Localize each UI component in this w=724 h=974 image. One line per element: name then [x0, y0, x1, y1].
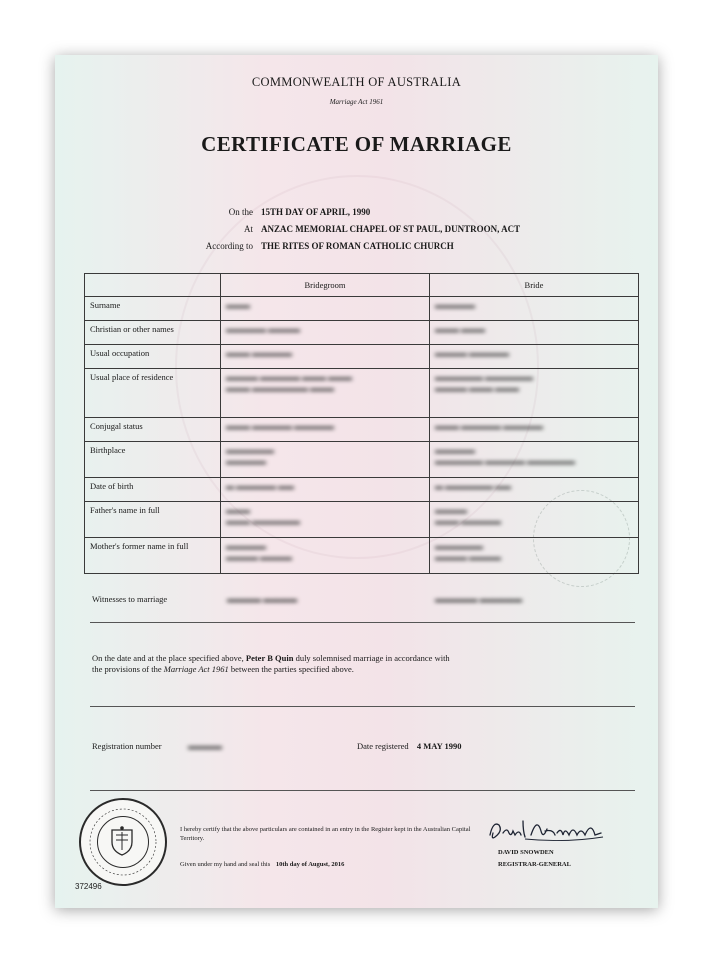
redacted-value: ▬▬▬ ▬▬▬ [435, 325, 485, 334]
witness-2-redacted: ▬▬▬▬▬ ▬▬▬▬▬ [435, 594, 523, 604]
groom-father [221, 502, 430, 538]
groom-christian-names [221, 321, 430, 345]
bride-conjugal-status [430, 418, 639, 442]
table-row [85, 297, 639, 321]
on-the-label: On the [228, 207, 253, 217]
certificate-sheet [55, 55, 658, 908]
date-registered-value: 4 MAY 1990 [416, 741, 462, 751]
redacted-value: ▬▬▬ ▬▬▬▬▬ ▬▬▬▬▬ [226, 422, 334, 431]
row-label-christian-names: Christian or other names [85, 321, 221, 345]
groom-residence [221, 369, 430, 418]
registrar-general-seal [79, 798, 167, 886]
document-title: CERTIFICATE OF MARRIAGE [201, 132, 512, 156]
registration-number-redacted: ▬▬▬▬ [188, 741, 222, 751]
row-label-residence: Usual place of residence [85, 369, 221, 418]
groom-surname [221, 297, 430, 321]
divider-line [90, 622, 635, 623]
redacted-value: ▬▬▬▬ ▬▬▬▬▬ [435, 349, 509, 358]
solemnisation-statement: On the date and at the place specified above, Peter B Quin duly solemnised marriage in accordance with the provisions of the Marriage Act 1961 between the parties specified above. [92, 653, 450, 674]
row-label-usual-occupation: Usual occupation [85, 345, 221, 369]
table-header-row [85, 274, 639, 297]
bride-date-of-birth [430, 478, 639, 502]
table-row [85, 418, 639, 442]
redacted-value: ▬▬▬▬▬ ▬▬▬▬ ▬▬▬▬ [226, 542, 292, 562]
particulars-table [84, 273, 639, 574]
table-row [85, 321, 639, 345]
row-label-birthplace: Birthplace [85, 442, 221, 478]
according-to-value: THE RITES OF ROMAN CATHOLIC CHURCH [261, 241, 454, 251]
on-the-value: 15TH DAY OF APRIL, 1990 [261, 207, 371, 217]
bride-occupation [430, 345, 639, 369]
witness-1-redacted: ▬▬▬▬ ▬▬▬▬ [227, 594, 298, 604]
at-label: At [244, 224, 253, 234]
bride-residence [430, 369, 639, 418]
row-label-date-of-birth: Date of birth [85, 478, 221, 502]
redacted-value: ▬▬▬ ▬▬▬▬▬ ▬▬▬▬▬ [435, 422, 543, 431]
groom-occupation [221, 345, 430, 369]
registrar-signature [485, 813, 625, 847]
bride-surname [430, 297, 639, 321]
redacted-value: ▬▬▬▬ ▬▬▬ ▬▬▬▬▬ [435, 506, 501, 526]
table-row [85, 478, 639, 502]
bride-mother [430, 538, 639, 574]
at-value: ANZAC MEMORIAL CHAPEL OF ST PAUL, DUNTROON, ACT [261, 224, 521, 234]
redacted-value: ▬▬▬ ▬▬▬ ▬▬▬▬▬▬ [226, 506, 300, 526]
table-row [85, 502, 639, 538]
groom-birthplace [221, 442, 430, 478]
registration-number-label: Registration number [92, 741, 162, 751]
redacted-value: ▬▬▬▬▬▬ ▬▬▬▬ ▬▬▬▬ [435, 542, 501, 562]
groom-date-of-birth [221, 478, 430, 502]
redacted-value: ▬▬▬▬▬ [435, 301, 475, 310]
table-row [85, 369, 639, 418]
redacted-value: ▬ ▬▬▬▬▬▬ ▬▬ [435, 482, 511, 491]
row-label-fathers-name: Father's name in full [85, 502, 221, 538]
row-label-surname: Surname [85, 297, 221, 321]
document-serial-number: 372496 [75, 882, 102, 891]
divider-line [90, 790, 635, 791]
bride-column-header: Bride [430, 274, 639, 297]
according-to-label: According to [205, 241, 253, 251]
divider-line [90, 706, 635, 707]
table-row [85, 538, 639, 574]
certification-text: I hereby certify that the above particulars are contained in an entry in the Register kept in the Australian Capital Territory. [180, 826, 471, 842]
redacted-value: ▬▬▬ [226, 301, 250, 310]
issuing-authority: COMMONWEALTH OF AUSTRALIA [251, 75, 462, 89]
bride-christian-names [430, 321, 639, 345]
act-reference: Marriage Act 1961 [329, 98, 384, 106]
date-registered [357, 741, 462, 752]
bride-birthplace [430, 442, 639, 478]
redacted-value: ▬▬▬▬▬▬ ▬▬▬▬▬▬ ▬▬▬▬ ▬▬▬ ▬▬▬ [435, 373, 533, 393]
row-label-conjugal-status: Conjugal status [85, 418, 221, 442]
redacted-value: ▬▬▬▬▬▬ ▬▬▬▬▬ [226, 446, 274, 466]
registrar-title: REGISTRAR-GENERAL [498, 861, 571, 868]
groom-conjugal-status [221, 418, 430, 442]
redacted-value: ▬ ▬▬▬▬▬ ▬▬ [226, 482, 294, 491]
registrar-name: DAVID SNOWDEN [498, 849, 554, 856]
bridegroom-column-header: Bridegroom [221, 274, 430, 297]
redacted-value: ▬▬▬ ▬▬▬▬▬ [226, 349, 292, 358]
redacted-value: ▬▬▬▬▬ ▬▬▬▬▬▬ ▬▬▬▬▬ ▬▬▬▬▬▬ [435, 446, 575, 466]
date-registered-label: Date registered [357, 741, 409, 751]
given-under-hand: Given under my hand and seal this 10th day of August, 2016 [180, 861, 345, 868]
table-row [85, 345, 639, 369]
redacted-value: ▬▬▬▬ ▬▬▬▬▬ ▬▬▬ ▬▬▬ ▬▬▬ ▬▬▬▬▬▬▬ ▬▬▬ [226, 373, 352, 393]
witnesses-label: Witnesses to marriage [92, 594, 168, 604]
row-label-mothers-name: Mother's former name in full [85, 538, 221, 574]
seal-ring-lettering [81, 800, 165, 884]
table-row [85, 442, 639, 478]
table-header-blank [85, 274, 221, 297]
groom-mother [221, 538, 430, 574]
redacted-value: ▬▬▬▬▬ ▬▬▬▬ [226, 325, 300, 334]
bride-father [430, 502, 639, 538]
